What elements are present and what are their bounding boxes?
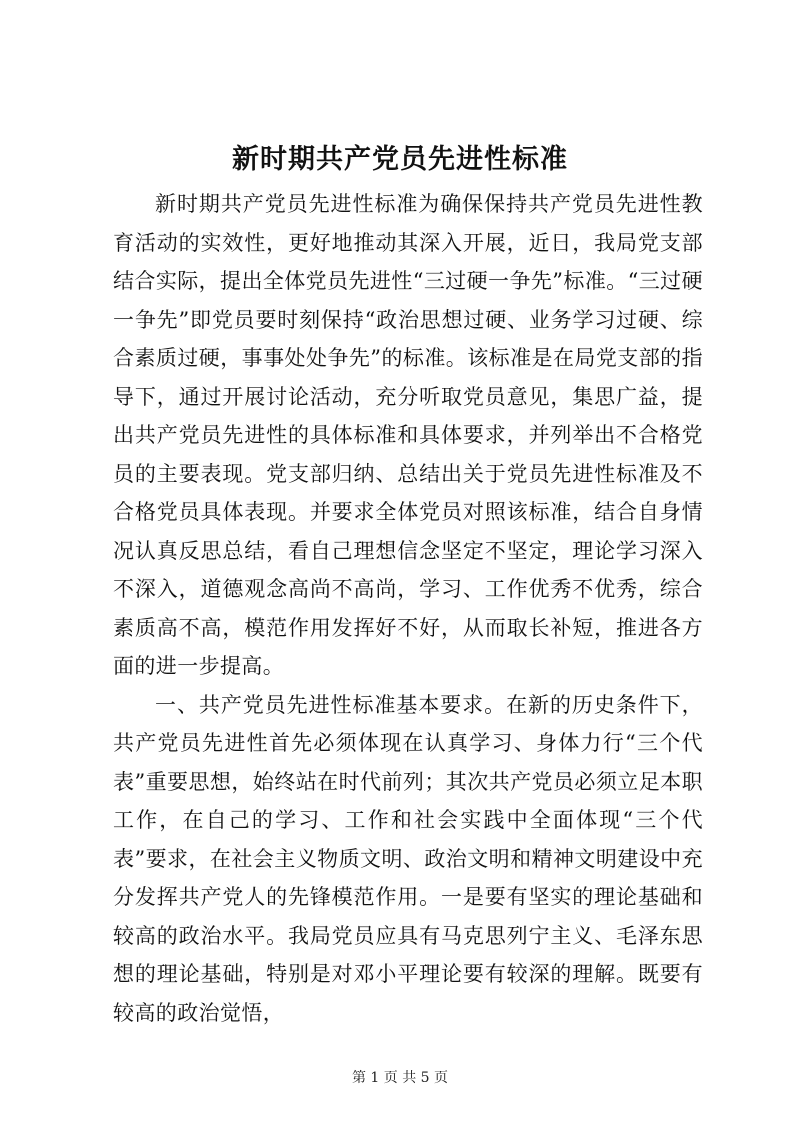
page-footer: 第 1 页 共 5 页: [351, 1070, 449, 1086]
document-title: 新时期共产党员先进性标准: [232, 144, 568, 175]
paragraph-section-one: 一、共产党员先进性标准基本要求。在新的历史条件下，共产党员先进性首先必须体现在认真学习、身体力行“三个代表”重要思想，始终站在时代前列；其次共产党员必须立足本职工作，在自己的学习、工作和社会实践中全面体现“三个代表”要求，在社会主义物质文明、政治文明和精神文明建设中充分发挥共产党人的先锋模范作用。一是要有坚实的理论基础和较高的政治水平。我局党员应具有马克思列宁主义、毛泽东思想的理论基础，特别是对邓小平理论要有较深的理解。既要有较高的政治觉悟，: [113, 692, 703, 1025]
paragraph-intro: 新时期共产党员先进性标准为确保保持共产党员先进性教育活动的实效性，更好地推动其深入开展，近日，我局党支部结合实际，提出全体党员先进性“三过硬一争先”标准。“三过硬一争先”即党员要时刻保持“政治思想过硬、业务学习过硬、综合素质过硬，事事处处争先”的标准。该标准是在局党支部的指导下，通过开展讨论活动，充分听取党员意见，集思广益，提出共产党员先进性的具体标准和具体要求，并列举出不合格党员的主要表现。党支部归纳、总结出关于党员先进性标准及不合格党员具体表现。并要求全体党员对照该标准，结合自身情况认真反思总结，看自己理想信念坚定不坚定，理论学习深入不深入，道德观念高尚不高尚，学习、工作优秀不优秀，综合素质高不高，模范作用发挥好不好，从而取长补短，推进各方面的进一步提高。: [113, 192, 703, 678]
document-body: [113, 185, 703, 1032]
